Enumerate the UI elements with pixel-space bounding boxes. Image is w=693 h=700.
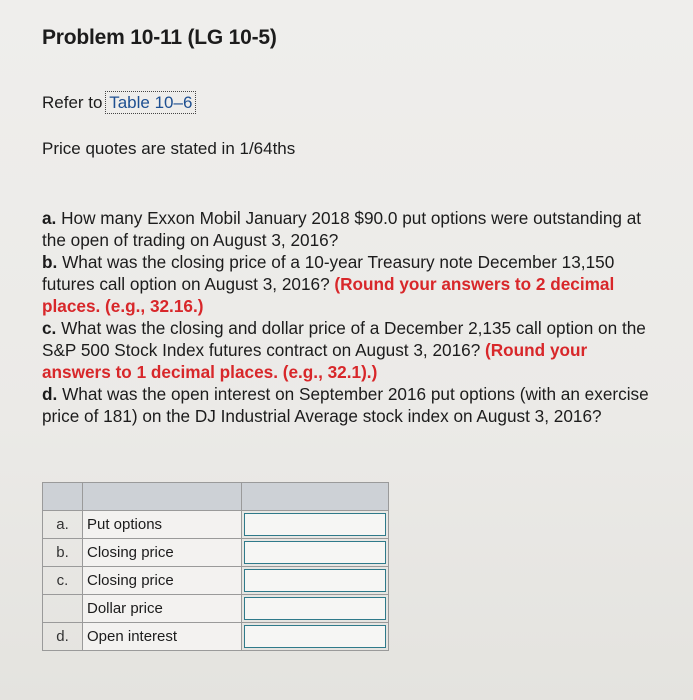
- question-b: [42, 251, 657, 317]
- question-d-label: d.: [42, 384, 58, 404]
- table-row: [43, 595, 389, 623]
- answer-table: [42, 482, 389, 651]
- question-c: [42, 317, 657, 383]
- answer-input-put-options[interactable]: [244, 513, 386, 536]
- question-c-text: What was the closing and dollar price of a December 2,135 call option on the S&P 500 Stock Index futures contract on August 3, 2016?: [42, 318, 646, 360]
- header-cell-input: [242, 483, 389, 511]
- question-a-label: a.: [42, 208, 57, 228]
- row-desc: Closing price: [83, 539, 242, 567]
- question-b-label: b.: [42, 252, 58, 272]
- row-desc: Open interest: [83, 623, 242, 651]
- question-d-text: What was the open interest on September 2016 put options (with an exercise price of 181) on the DJ Industrial Average stock index on August 3, 2016?: [42, 384, 649, 426]
- header-cell-letter: [43, 483, 83, 511]
- answer-input-open-interest[interactable]: [244, 625, 386, 648]
- table-row: [43, 511, 389, 539]
- answer-cell: [242, 567, 389, 595]
- answer-cell: [242, 623, 389, 651]
- answer-cell: [242, 595, 389, 623]
- row-desc: Put options: [83, 511, 242, 539]
- refer-line: [42, 93, 194, 113]
- row-desc: Dollar price: [83, 595, 242, 623]
- refer-prefix: Refer to: [42, 93, 103, 112]
- answer-cell: [242, 511, 389, 539]
- row-desc: Closing price: [83, 567, 242, 595]
- questions: [42, 207, 657, 427]
- question-a: [42, 207, 657, 251]
- question-a-text: How many Exxon Mobil January 2018 $90.0 put options were outstanding at the open of trading on August 3, 2016?: [42, 208, 642, 250]
- header-cell-desc: [83, 483, 242, 511]
- answer-input-c-closing-price[interactable]: [244, 569, 386, 592]
- row-letter: c.: [43, 567, 83, 595]
- question-c-note: (Round your answers to 1 decimal places. (e.g., 32.1).): [42, 340, 588, 382]
- answer-input-b-closing-price[interactable]: [244, 541, 386, 564]
- row-letter: b.: [43, 539, 83, 567]
- row-letter: a.: [43, 511, 83, 539]
- problem-title: Problem 10-11 (LG 10-5): [42, 26, 277, 49]
- question-c-label: c.: [42, 318, 57, 338]
- answer-cell: [242, 539, 389, 567]
- row-letter: d.: [43, 623, 83, 651]
- answer-table-header: [43, 483, 389, 511]
- price-note: Price quotes are stated in 1/64ths: [42, 139, 296, 158]
- table-row: [43, 567, 389, 595]
- question-b-note: (Round your answers to 2 decimal places. (e.g., 32.16.): [42, 274, 615, 316]
- table-row: [43, 539, 389, 567]
- answer-input-dollar-price[interactable]: [244, 597, 386, 620]
- table-row: [43, 623, 389, 651]
- question-d: [42, 383, 657, 427]
- table-link[interactable]: Table 10–6: [109, 93, 193, 112]
- row-letter: [43, 595, 83, 623]
- question-b-text: What was the closing price of a 10-year Treasury note December 13,150 futures call option on August 3, 2016?: [42, 252, 615, 294]
